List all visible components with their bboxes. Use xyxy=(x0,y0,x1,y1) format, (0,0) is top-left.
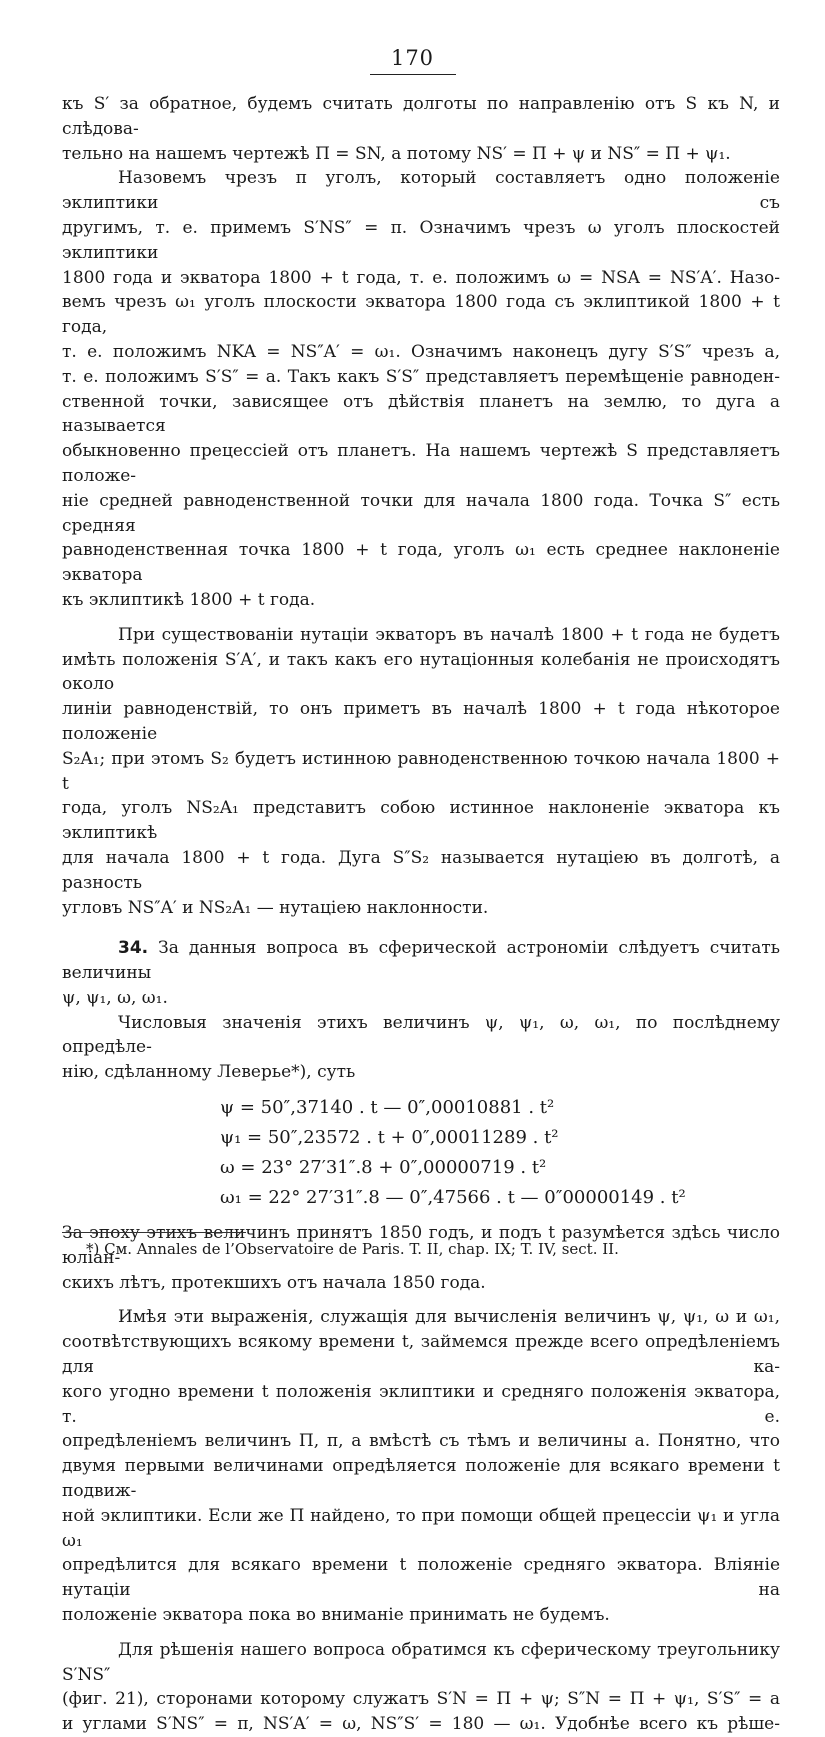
text-line: кого угодно времени t положенія эклиптики и средняго положенія экватора, т. е. xyxy=(62,1381,780,1427)
footnote: *) См. Annales de l’Observatoire de Paris. T. II, chap. IX; T. IV, sect. II. xyxy=(86,1240,619,1258)
page-number: 170 xyxy=(390,46,435,70)
text-line: S₂A₁; при этомъ S₂ будетъ истинною равноденственною точкою начала 1800 + t xyxy=(62,748,780,794)
text-line: линіи равноденствій, то онъ приметъ въ началѣ 1800 + t года нѣкоторое положеніе xyxy=(62,699,780,744)
text-line: для начала 1800 + t года. Дуга S″S₂ называется нутаціею въ долготѣ, а разность xyxy=(62,847,780,893)
text-line: нію, сдѣланному Леверье*), суть xyxy=(62,1062,356,1083)
page-body xyxy=(62,92,780,1737)
text-line: обыкновенно прецессіей отъ планетъ. На нашемъ чертежѣ S представляетъ положе- xyxy=(62,441,780,486)
text-line: 1800 года и экватора 1800 + t года, т. е. положимъ ω = NSA = NS′A′. Назо- xyxy=(62,267,780,288)
text-line: равноденственная точка 1800 + t года, уголъ ω₁ есть среднее наклоненіе экватора xyxy=(62,540,780,586)
text-line: ной эклиптики. Если же Π найдено, то при помощи общей прецессіи ψ₁ и угла ω₁ xyxy=(62,1505,780,1551)
text-line: и углами S′NS″ = π, NS′A′ = ω, NS″S′ = 180 — ω₁. Удобнѣе всего къ рѣше- xyxy=(62,1714,780,1735)
paragraph-angles xyxy=(62,166,780,612)
text-line: опредѣленіемъ величинъ Π, π, а вмѣстѣ съ тѣмъ и величины a. Понятно, что xyxy=(62,1431,780,1452)
text-line: Назовемъ чрезъ π уголъ, который составляетъ одно положеніе эклиптики съ xyxy=(62,168,780,214)
text-line: угловъ NS″A′ и NS₂A₁ — нутаціею наклонности. xyxy=(62,897,489,918)
text-line: вемъ чрезъ ω₁ уголъ плоскости экватора 1800 года съ эклиптикой 1800 + t года, xyxy=(62,292,780,338)
text-line: года, уголъ NS₂A₁ представитъ собою истинное наклоненіе экватора къ эклиптикѣ xyxy=(62,798,780,844)
text-line: Имѣя эти выраженія, служащія для вычисленія величинъ ψ, ψ₁, ω и ω₁, xyxy=(118,1307,780,1328)
text-line: другимъ, т. е. примемъ S′NS″ = π. Означимъ чрезъ ω уголъ плоскостей эклиптики xyxy=(62,217,780,263)
header-rule xyxy=(370,74,456,75)
section-heading-text: За данныя вопроса въ сферической астрономіи слѣдуетъ считать величины xyxy=(62,938,780,984)
text-line: За эпоху этихъ величинъ принятъ 1850 годъ, и подъ t разумѣется здѣсь число юліан- xyxy=(62,1223,780,1268)
text-line: т. е. положимъ NKA = NS″A′ = ω₁. Означимъ наконецъ дугу S′S″ чрезъ a, xyxy=(62,341,780,362)
text-line: тельно на нашемъ чертежѣ Π = SN, а потому NS′ = Π + ψ и NS″ = Π + ψ₁. xyxy=(62,143,731,164)
paragraph-method xyxy=(62,1305,780,1627)
section-number: 34. xyxy=(118,938,149,959)
formula-psi: ψ = 50″,37140 . t — 0″,00010881 . t² xyxy=(220,1097,555,1119)
paragraph-nutation xyxy=(62,623,780,921)
text-line: т. е. положимъ S′S″ = a. Такъ какъ S′S″ представляетъ перемѣщеніе равноден- xyxy=(62,366,780,387)
text-line: имѣть положенія S′A′, и такъ какъ его нутаціонныя колебанія не происходятъ около xyxy=(62,649,780,695)
text-line: Для рѣшенія нашего вопроса обратимся къ сферическому треугольнику S′NS″ xyxy=(62,1639,780,1685)
text-line: опредѣлится для всякаго времени t положеніе средняго экватора. Вліяніе нутаціи на xyxy=(62,1555,780,1601)
formula-omega: ω = 23° 27′31″.8 + 0″,00000719 . t² xyxy=(220,1157,547,1179)
text-line: При существованіи нутаціи экваторъ въ началѣ 1800 + t года не будетъ xyxy=(118,624,780,645)
text-line: ніе средней равноденственной точки для начала 1800 года. Точка S″ есть средняя xyxy=(62,490,780,536)
formula-omega1: ω₁ = 22° 27′31″.8 — 0″,47566 . t — 0″00000149 . t² xyxy=(220,1187,686,1209)
formula-block xyxy=(220,1093,780,1213)
footnote-rule xyxy=(62,1232,246,1233)
paragraph-longitude xyxy=(62,92,780,166)
text-line: къ эклиптикѣ 1800 + t года. xyxy=(62,589,316,610)
text-line: ственной точки, зависящее отъ дѣйствія планетъ на землю, то дуга a называется xyxy=(62,391,780,437)
text-line: къ S′ за обратное, будемъ считать долготы по направленію отъ S къ N, и слѣдова- xyxy=(62,94,780,139)
section-34 xyxy=(62,936,780,1085)
text-line: Числовыя значенія этихъ величинъ ψ, ψ₁, ω, ω₁, по послѣднему опредѣле- xyxy=(62,1012,780,1058)
text-line: ψ, ψ₁, ω, ω₁. xyxy=(62,987,168,1008)
text-line: скихъ лѣтъ, протекшихъ отъ начала 1850 года. xyxy=(62,1272,486,1293)
text-line: (фиг. 21), сторонами которому служатъ S′N = Π + ψ; S″N = Π + ψ₁, S′S″ = a xyxy=(62,1689,780,1710)
text-line: соотвѣтствующихъ всякому времени t, займемся прежде всего опредѣленіемъ для ка- xyxy=(62,1332,780,1378)
formula-psi1: ψ₁ = 50″,23572 . t + 0″,00011289 . t² xyxy=(220,1127,559,1149)
text-line xyxy=(62,936,780,986)
paragraph-triangle xyxy=(62,1638,780,1737)
text-line: двумя первыми величинами опредѣляется положеніе для всякаго времени t подвиж- xyxy=(62,1456,780,1502)
text-line: положеніе экватора пока во вниманіе принимать не будемъ. xyxy=(62,1605,610,1626)
